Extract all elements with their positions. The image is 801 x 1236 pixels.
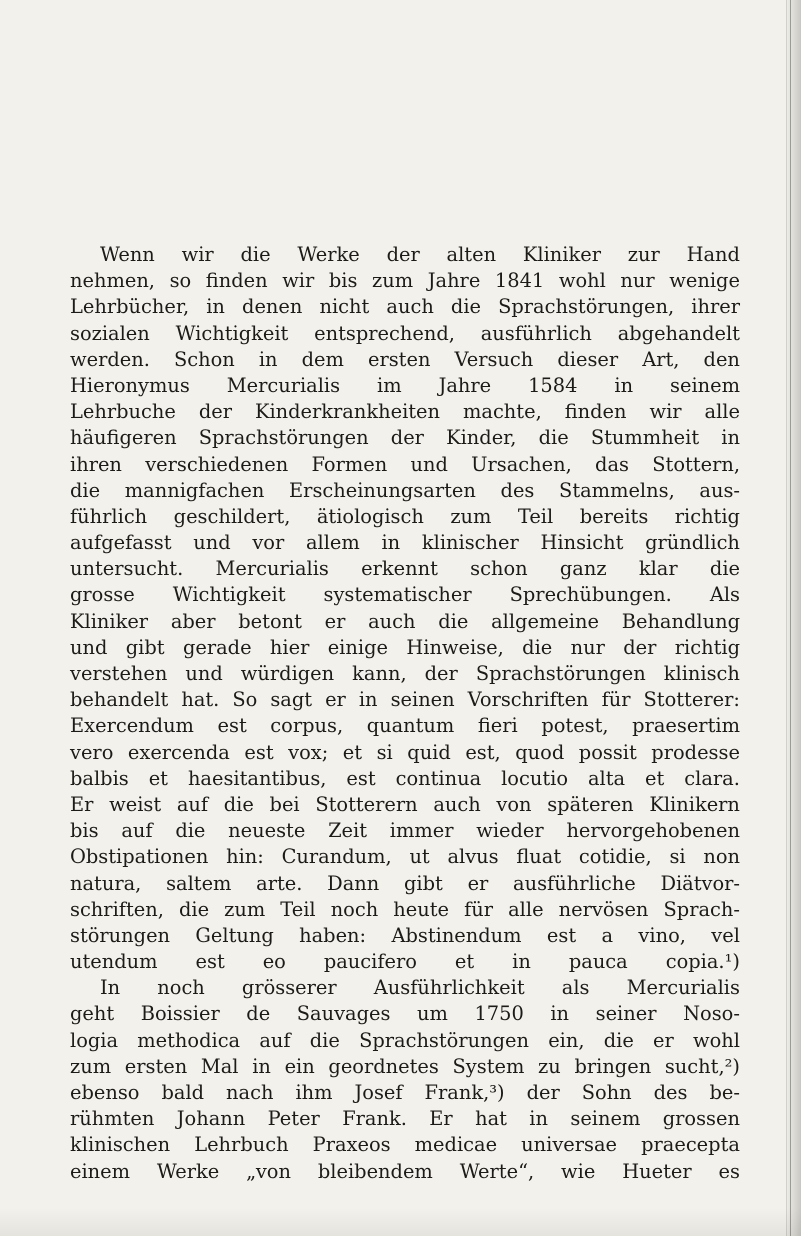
text-line: die mannigfachen Erscheinungsarten des Stammelns, aus- xyxy=(70,478,740,502)
text-line: vero exercenda est vox; et si quid est, quod possit prodesse xyxy=(70,740,740,764)
text-line: einem Werke „von bleibendem Werte“, wie Hueter es xyxy=(70,1159,740,1183)
page-edge-line xyxy=(790,0,791,1236)
text-line: behandelt hat. So sagt er in seinen Vorschriften für Stotterer: xyxy=(70,688,740,712)
text-line: natura, saltem arte. Dann gibt er ausführliche Diätvor- xyxy=(70,871,740,895)
text-line: rühmten Johann Peter Frank. Er hat in seinem grossen xyxy=(70,1107,740,1131)
text-line: untersucht. Mercurialis erkennt schon ganz klar die xyxy=(70,557,740,581)
text-line: Obstipationen hin: Curandum, ut alvus fluat cotidie, si non xyxy=(70,845,740,869)
text-line: verstehen und würdigen kann, der Sprachstörungen klinisch xyxy=(70,662,740,685)
text-line: Hieronymus Mercurialis im Jahre 1584 in seinem xyxy=(70,373,740,397)
text-line: werden. Schon in dem ersten Versuch dieser Art, den xyxy=(70,347,740,371)
text-line: und gibt gerade hier einige Hinweise, die nur der richtig xyxy=(70,635,740,659)
text-line: sozialen Wichtigkeit entsprechend, ausführlich abgehandelt xyxy=(70,321,740,345)
text-line: Er weist auf die bei Stotterern auch von späteren Klinikern xyxy=(70,792,740,816)
text-line: Exercendum est corpus, quantum fieri potest, praesertim xyxy=(70,714,740,738)
text-line: Lehrbuche der Kinderkrankheiten machte, finden wir alle xyxy=(70,400,740,424)
text-line: geht Boissier de Sauvages um 1750 in seiner Noso- xyxy=(70,1002,740,1026)
text-line: balbis et haesitantibus, est continua locutio alta et clara. xyxy=(70,766,740,790)
text-line: Wenn wir die Werke der alten Kliniker zur Hand xyxy=(100,243,740,266)
text-line: Lehrbücher, in denen nicht auch die Sprachstörungen, ihrer xyxy=(70,295,740,319)
text-line: schriften, die zum Teil noch heute für alle nervösen Sprach- xyxy=(70,897,740,921)
text-line: In noch grösserer Ausführlichkeit als Mercurialis xyxy=(100,976,740,1000)
text-line: klinischen Lehrbuch Praxeos medicae universae praecepta xyxy=(70,1133,740,1157)
text-line: utendum est eo paucifero et in pauca copia.¹) xyxy=(70,950,740,974)
text-line: zum ersten Mal in ein geordnetes System zu bringen sucht,²) xyxy=(70,1054,740,1078)
text-line: Kliniker aber betont er auch die allgemeine Behandlung xyxy=(70,609,740,633)
text-line: ihren verschiedenen Formen und Ursachen, das Stottern, xyxy=(70,452,740,476)
text-line: nehmen, so finden wir bis zum Jahre 1841 wohl nur wenige xyxy=(70,269,740,293)
body-text xyxy=(70,242,740,1185)
text-line: aufgefasst und vor allem in klinischer Hinsicht gründlich xyxy=(70,531,740,555)
page-edge-line-inner xyxy=(786,0,787,1236)
text-line: störungen Geltung haben: Abstinendum est a vino, vel xyxy=(70,923,740,947)
text-line: häufigeren Sprachstörungen der Kinder, die Stummheit in xyxy=(70,426,740,450)
text-line: ebenso bald nach ihm Josef Frank,³) der Sohn des be- xyxy=(70,1081,740,1104)
text-line: führlich geschildert, ätiologisch zum Teil bereits richtig xyxy=(70,504,740,528)
text-line: logia methodica auf die Sprachstörungen ein, die er wohl xyxy=(70,1028,740,1052)
text-line: grosse Wichtigkeit systematischer Sprechübungen. Als xyxy=(70,583,740,607)
text-line: bis auf die neueste Zeit immer wieder hervorgehobenen xyxy=(70,819,740,843)
page-bottom-shadow xyxy=(0,1208,801,1236)
